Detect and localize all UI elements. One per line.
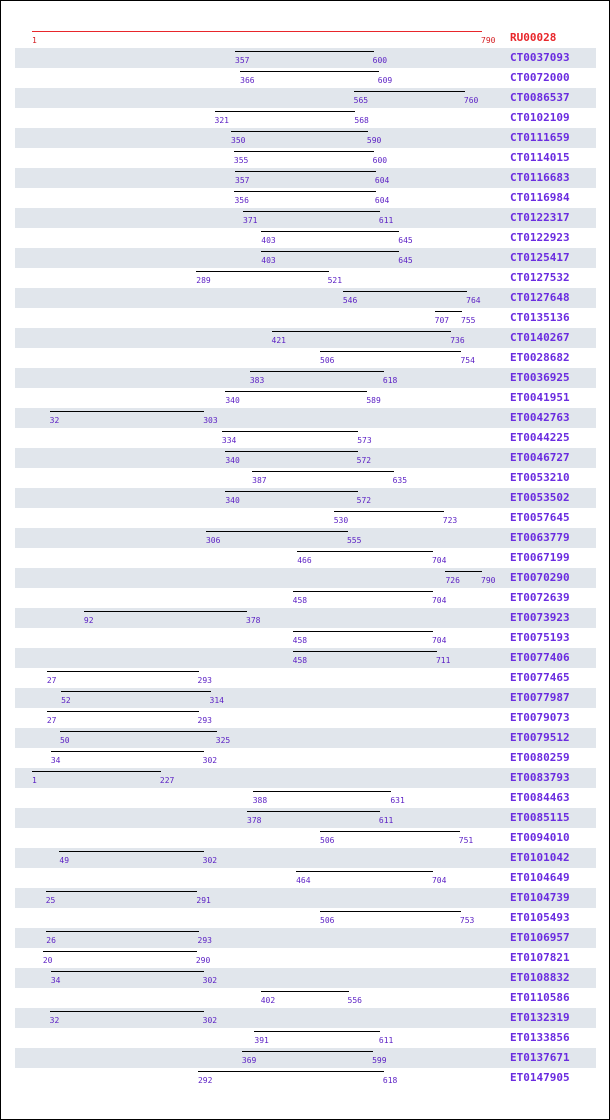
alignment-bar xyxy=(225,391,367,392)
clone-label[interactable]: ET0057645 xyxy=(510,511,570,524)
end-position: 302 xyxy=(202,976,218,985)
end-position: 618 xyxy=(382,376,398,385)
clone-label[interactable]: ET0077406 xyxy=(510,651,570,664)
alignment-bar xyxy=(234,191,375,192)
clone-label[interactable]: ET0107821 xyxy=(510,951,570,964)
start-position: 464 xyxy=(296,876,311,885)
start-position: 32 xyxy=(49,416,60,425)
end-position: 723 xyxy=(442,516,458,525)
end-position: 704 xyxy=(431,556,447,565)
start-position: 402 xyxy=(260,996,276,1005)
clone-label[interactable]: CT0140267 xyxy=(510,331,570,344)
alignment-row xyxy=(15,708,596,728)
alignment-row xyxy=(15,968,596,988)
alignment-row xyxy=(15,188,596,208)
end-position: 303 xyxy=(203,416,218,425)
clone-label[interactable]: ET0070290 xyxy=(510,571,570,584)
end-position: 325 xyxy=(215,736,231,745)
alignment-bar xyxy=(60,731,217,732)
alignment-row xyxy=(15,408,596,428)
alignment-bar xyxy=(240,71,379,72)
alignment-bar xyxy=(242,1051,373,1052)
start-position: 506 xyxy=(320,356,335,365)
alignment-row xyxy=(15,728,596,748)
alignment-row xyxy=(15,248,596,268)
clone-label[interactable]: ET0028682 xyxy=(510,351,570,364)
end-position: 790 xyxy=(481,36,496,45)
end-position: 589 xyxy=(366,396,381,405)
alignment-bar xyxy=(47,671,199,672)
end-position: 568 xyxy=(354,116,369,125)
alignment-bar xyxy=(32,771,161,772)
clone-label[interactable]: ET0083793 xyxy=(510,771,570,784)
alignment-bar xyxy=(320,351,461,352)
start-position: 355 xyxy=(233,156,249,165)
alignment-row xyxy=(15,688,596,708)
alignment-row xyxy=(15,948,596,968)
alignment-row xyxy=(15,608,596,628)
clone-label[interactable]: CT0086537 xyxy=(510,91,570,104)
end-position: 378 xyxy=(246,616,261,625)
clone-label[interactable]: ET0073923 xyxy=(510,611,570,624)
start-position: 350 xyxy=(231,136,246,145)
clone-label[interactable]: ET0137671 xyxy=(510,1051,570,1064)
start-position: 1 xyxy=(32,776,37,785)
alignment-row xyxy=(15,268,596,288)
alignment-row xyxy=(15,128,596,148)
clone-label[interactable]: ET0085115 xyxy=(510,811,570,824)
alignment-bar xyxy=(235,51,374,52)
alignment-row xyxy=(15,468,596,488)
clone-label[interactable]: ET0067199 xyxy=(510,551,570,564)
start-position: 32 xyxy=(49,1016,60,1025)
reference-label[interactable]: RU00028 xyxy=(510,31,557,44)
end-position: 645 xyxy=(398,236,413,245)
alignment-row xyxy=(15,508,596,528)
start-position: 458 xyxy=(292,656,308,665)
clone-label[interactable]: ET0075193 xyxy=(510,631,570,644)
clone-label[interactable]: ET0044225 xyxy=(510,431,570,444)
alignment-row xyxy=(15,588,596,608)
clone-label[interactable]: ET0053502 xyxy=(510,491,570,504)
clone-label[interactable]: ET0036925 xyxy=(510,371,570,384)
end-position: 704 xyxy=(431,596,447,605)
alignment-row xyxy=(15,788,596,808)
alignment-row xyxy=(15,808,596,828)
start-position: 506 xyxy=(320,916,335,925)
alignment-bar xyxy=(320,831,460,832)
end-position: 314 xyxy=(209,696,224,705)
start-position: 546 xyxy=(342,296,358,305)
alignment-row xyxy=(15,848,596,868)
end-position: 611 xyxy=(378,216,394,225)
end-position: 704 xyxy=(431,876,447,885)
alignment-row xyxy=(15,528,596,548)
clone-label[interactable]: ET0053210 xyxy=(510,471,570,484)
alignment-bar xyxy=(46,891,198,892)
clone-label[interactable]: CT0102109 xyxy=(510,111,570,124)
start-position: 27 xyxy=(46,676,57,685)
alignment-bar xyxy=(61,691,210,692)
start-position: 292 xyxy=(197,1076,213,1085)
end-position: 291 xyxy=(196,896,211,905)
alignment-bar xyxy=(296,871,433,872)
alignment-row xyxy=(15,48,596,68)
start-position: 334 xyxy=(221,436,237,445)
end-position: 645 xyxy=(398,256,413,265)
clone-label[interactable]: ET0072639 xyxy=(510,591,570,604)
alignment-bar xyxy=(222,431,358,432)
clone-label[interactable]: ET0084463 xyxy=(510,791,570,804)
clone-label[interactable]: ET0110586 xyxy=(510,991,570,1004)
alignment-bar xyxy=(51,751,204,752)
start-position: 92 xyxy=(83,616,94,625)
alignment-row xyxy=(15,448,596,468)
end-position: 604 xyxy=(374,196,390,205)
alignment-bar xyxy=(47,711,199,712)
clone-label[interactable]: CT0072000 xyxy=(510,71,570,84)
start-position: 726 xyxy=(445,576,460,585)
alignment-bar xyxy=(84,611,247,612)
alignment-bar xyxy=(231,131,368,132)
end-position: 556 xyxy=(347,996,362,1005)
alignment-row xyxy=(15,68,596,88)
end-position: 604 xyxy=(374,176,390,185)
end-position: 751 xyxy=(458,836,474,845)
alignment-row xyxy=(15,748,596,768)
clone-label[interactable]: ET0079512 xyxy=(510,731,570,744)
end-position: 302 xyxy=(202,856,218,865)
start-position: 321 xyxy=(214,116,229,125)
end-position: 293 xyxy=(197,716,212,725)
start-position: 50 xyxy=(59,736,70,745)
reference-row xyxy=(15,28,596,48)
end-position: 600 xyxy=(372,156,388,165)
alignment-bar xyxy=(206,531,348,532)
alignment-bar xyxy=(59,851,203,852)
start-position: 371 xyxy=(243,216,258,225)
start-position: 49 xyxy=(59,856,70,865)
clone-label[interactable]: CT0125417 xyxy=(510,251,570,264)
start-position: 387 xyxy=(252,476,267,485)
alignment-row xyxy=(15,1068,596,1088)
clone-label[interactable]: ET0046727 xyxy=(510,451,570,464)
start-position: 27 xyxy=(46,716,57,725)
end-position: 572 xyxy=(356,496,372,505)
alignment-bar xyxy=(297,551,433,552)
start-position: 383 xyxy=(249,376,265,385)
start-position: 26 xyxy=(46,936,56,945)
start-position: 366 xyxy=(240,76,255,85)
end-position: 755 xyxy=(461,316,476,325)
reference-bar xyxy=(32,31,482,32)
clone-label[interactable]: ET0133856 xyxy=(510,1031,570,1044)
end-position: 754 xyxy=(460,356,475,365)
alignment-bar xyxy=(253,791,392,792)
start-position: 403 xyxy=(261,256,276,265)
alignment-row xyxy=(15,328,596,348)
alignment-bar xyxy=(293,591,433,592)
alignment-bar xyxy=(320,911,461,912)
clone-label[interactable]: CT0127648 xyxy=(510,291,570,304)
end-position: 302 xyxy=(202,1016,218,1025)
alignment-bar xyxy=(254,1031,379,1032)
alignment-bar xyxy=(235,171,376,172)
end-position: 760 xyxy=(463,96,479,105)
end-position: 290 xyxy=(195,956,211,965)
start-position: 34 xyxy=(50,756,61,765)
alignment-row xyxy=(15,1008,596,1028)
start-position: 378 xyxy=(247,816,262,825)
alignment-row xyxy=(15,308,596,328)
alignment-row xyxy=(15,148,596,168)
clone-label[interactable]: CT0111659 xyxy=(510,131,570,144)
start-position: 458 xyxy=(292,636,308,645)
end-position: 293 xyxy=(197,936,212,945)
end-position: 704 xyxy=(431,636,447,645)
clone-label[interactable]: ET0063779 xyxy=(510,531,570,544)
alignment-bar xyxy=(261,991,349,992)
alignment-bar xyxy=(225,451,357,452)
end-position: 227 xyxy=(159,776,175,785)
alignment-rows xyxy=(1,1,609,1119)
alignment-row xyxy=(15,628,596,648)
start-position: 506 xyxy=(320,836,335,845)
clone-label[interactable]: ET0105493 xyxy=(510,911,570,924)
alignment-bar xyxy=(215,111,356,112)
alignment-bar xyxy=(250,371,384,372)
start-position: 357 xyxy=(235,176,250,185)
alignment-row xyxy=(15,888,596,908)
alignment-bar xyxy=(50,1011,204,1012)
alignment-row xyxy=(15,1048,596,1068)
clone-label[interactable]: ET0147905 xyxy=(510,1071,570,1084)
alignment-row xyxy=(15,368,596,388)
start-position: 289 xyxy=(196,276,211,285)
start-position: 707 xyxy=(434,316,450,325)
end-position: 790 xyxy=(481,576,496,585)
clone-label[interactable]: CT0122317 xyxy=(510,211,570,224)
alignment-row xyxy=(15,168,596,188)
clone-label[interactable]: ET0132319 xyxy=(510,1011,570,1024)
start-position: 458 xyxy=(292,596,308,605)
alignment-bar xyxy=(435,311,462,312)
alignment-row xyxy=(15,428,596,448)
end-position: 590 xyxy=(366,136,382,145)
alignment-bar xyxy=(198,1071,384,1072)
alignment-bar xyxy=(247,811,380,812)
end-position: 572 xyxy=(356,456,372,465)
alignment-bar xyxy=(343,291,467,292)
start-position: 466 xyxy=(297,556,312,565)
start-position: 565 xyxy=(353,96,369,105)
alignment-row xyxy=(15,648,596,668)
alignment-row xyxy=(15,288,596,308)
alignment-row xyxy=(15,828,596,848)
alignment-row xyxy=(15,108,596,128)
alignment-row xyxy=(15,488,596,508)
start-position: 340 xyxy=(225,456,240,465)
alignment-row xyxy=(15,988,596,1008)
start-position: 340 xyxy=(225,396,240,405)
start-position: 421 xyxy=(271,336,286,345)
end-position: 618 xyxy=(382,1076,398,1085)
alignment-bar xyxy=(261,231,399,232)
end-position: 736 xyxy=(450,336,465,345)
end-position: 611 xyxy=(378,816,394,825)
alignment-bar xyxy=(252,471,393,472)
end-position: 521 xyxy=(327,276,343,285)
clone-label[interactable]: CT0135136 xyxy=(510,311,570,324)
start-position: 20 xyxy=(42,956,53,965)
end-position: 600 xyxy=(372,56,388,65)
start-position: 340 xyxy=(225,496,240,505)
end-position: 609 xyxy=(377,76,393,85)
clone-label[interactable]: CT0037093 xyxy=(510,51,570,64)
alignment-row xyxy=(15,1028,596,1048)
clone-label[interactable]: ET0080259 xyxy=(510,751,570,764)
alignment-row xyxy=(15,868,596,888)
start-position: 530 xyxy=(333,516,349,525)
alignment-row xyxy=(15,568,596,588)
clone-label[interactable]: CT0127532 xyxy=(510,271,570,284)
alignment-bar xyxy=(272,331,452,332)
start-position: 391 xyxy=(254,1036,269,1045)
alignment-bar xyxy=(354,91,465,92)
start-position: 34 xyxy=(50,976,61,985)
end-position: 631 xyxy=(390,796,405,805)
clone-label[interactable]: ET0106957 xyxy=(510,931,570,944)
alignment-row xyxy=(15,548,596,568)
clone-label[interactable]: ET0094010 xyxy=(510,831,570,844)
alignment-row xyxy=(15,768,596,788)
alignment-bar xyxy=(293,631,433,632)
end-position: 764 xyxy=(466,296,481,305)
alignment-bar xyxy=(293,651,437,652)
alignment-bar xyxy=(196,271,328,272)
alignment-bar xyxy=(225,491,357,492)
end-position: 635 xyxy=(392,476,408,485)
start-position: 1 xyxy=(32,36,37,45)
start-position: 52 xyxy=(61,696,71,705)
clone-label[interactable]: CT0116984 xyxy=(510,191,570,204)
end-position: 555 xyxy=(346,536,362,545)
end-position: 711 xyxy=(435,656,451,665)
alignment-row xyxy=(15,668,596,688)
clone-label[interactable]: ET0101042 xyxy=(510,851,570,864)
clone-label[interactable]: ET0104739 xyxy=(510,891,570,904)
alignment-row xyxy=(15,348,596,368)
end-position: 293 xyxy=(197,676,212,685)
start-position: 403 xyxy=(261,236,276,245)
alignment-row xyxy=(15,228,596,248)
clone-label[interactable]: ET0108832 xyxy=(510,971,570,984)
clone-label[interactable]: ET0077465 xyxy=(510,671,570,684)
alignment-row xyxy=(15,388,596,408)
alignment-bar xyxy=(46,931,198,932)
end-position: 599 xyxy=(372,1056,387,1065)
clone-label[interactable]: ET0104649 xyxy=(510,871,570,884)
alignment-bar xyxy=(261,251,399,252)
alignment-bar xyxy=(51,971,204,972)
alignment-bar xyxy=(234,151,374,152)
start-position: 25 xyxy=(45,896,56,905)
alignment-bar xyxy=(50,411,205,412)
alignment-row xyxy=(15,928,596,948)
clone-label[interactable]: CT0116683 xyxy=(510,171,570,184)
alignment-bar xyxy=(43,951,197,952)
alignment-row xyxy=(15,208,596,228)
end-position: 753 xyxy=(459,916,475,925)
end-position: 573 xyxy=(357,436,372,445)
start-position: 356 xyxy=(234,196,249,205)
alignment-row xyxy=(15,88,596,108)
start-position: 357 xyxy=(235,56,250,65)
start-position: 369 xyxy=(241,1056,257,1065)
start-position: 306 xyxy=(205,536,221,545)
clone-label[interactable]: CT0122923 xyxy=(510,231,570,244)
clone-label[interactable]: ET0041951 xyxy=(510,391,570,404)
end-position: 302 xyxy=(202,756,218,765)
clone-label[interactable]: ET0077987 xyxy=(510,691,570,704)
clone-label[interactable]: CT0114015 xyxy=(510,151,570,164)
start-position: 388 xyxy=(252,796,268,805)
alignment-bar xyxy=(445,571,482,572)
end-position: 611 xyxy=(378,1036,394,1045)
alignment-row xyxy=(15,908,596,928)
clone-label[interactable]: ET0042763 xyxy=(510,411,570,424)
alignment-bar xyxy=(334,511,444,512)
clone-label[interactable]: ET0079073 xyxy=(510,711,570,724)
alignment-bar xyxy=(243,211,380,212)
